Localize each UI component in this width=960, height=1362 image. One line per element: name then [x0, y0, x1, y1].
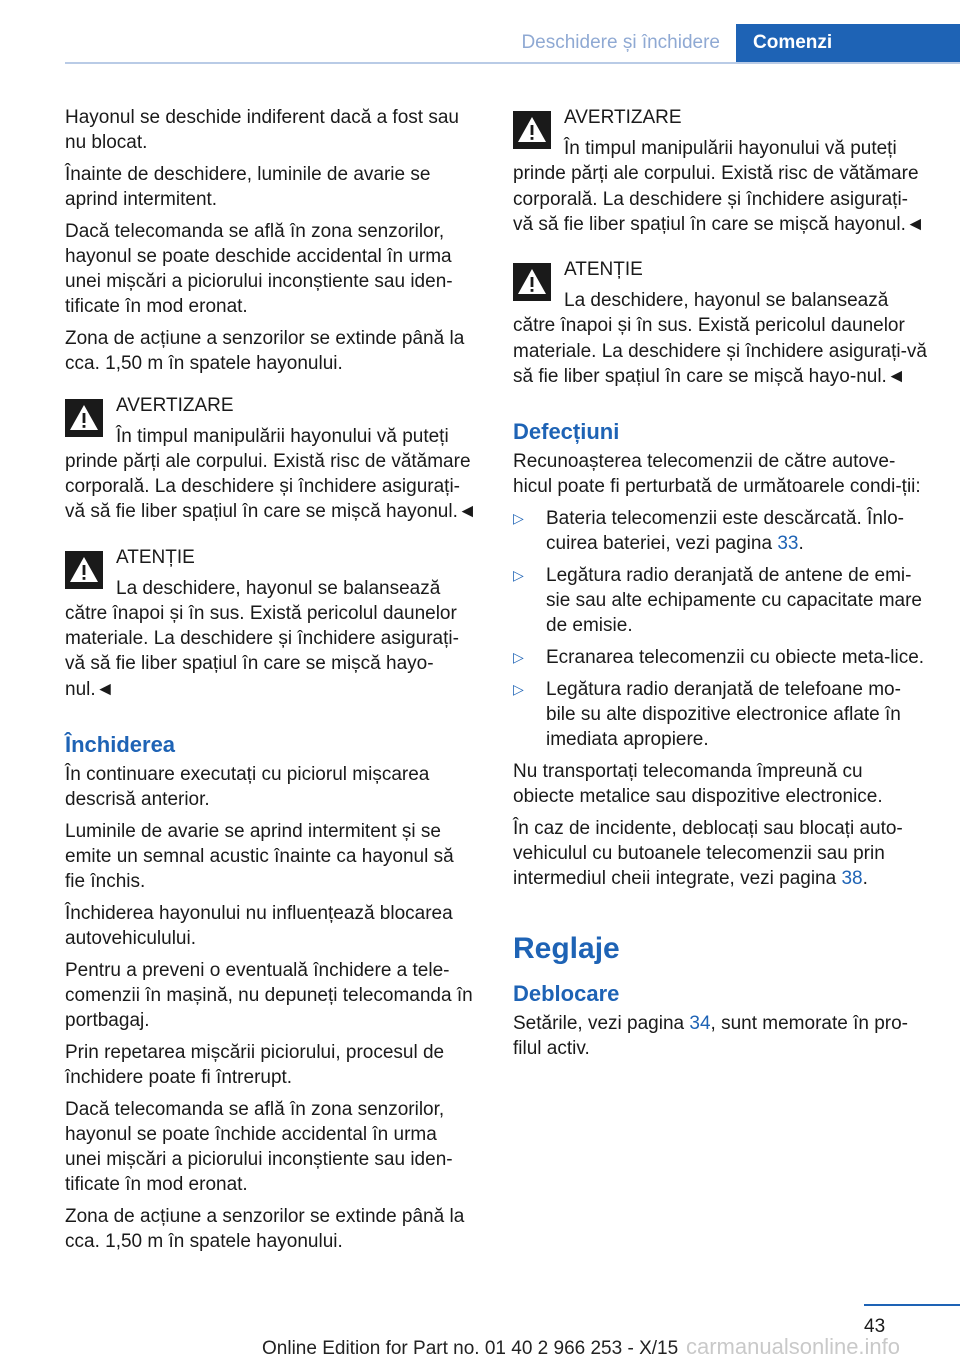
- bullet-triangle-icon: ▷: [513, 648, 524, 665]
- page-link[interactable]: 33: [777, 533, 799, 555]
- caution-block: [513, 257, 928, 389]
- page-link[interactable]: 38: [841, 868, 863, 890]
- caution-title: ATENȚIE: [564, 259, 643, 281]
- warning-title: AVERTIZARE: [564, 107, 682, 128]
- paragraph: [513, 816, 928, 892]
- warning-text: În timpul manipulării hayonului vă puteți prinde părți ale corpului. Există risc de vătămare corporală. La deschidere și închidere asigurați-vă să fie liber spațiul în care se mișcă hayonul.◄: [513, 138, 925, 235]
- paragraph: Închiderea hayonului nu influențează blocarea autovehiculului.: [65, 902, 453, 949]
- warning-block: [513, 105, 928, 237]
- header-rule: [65, 62, 960, 64]
- paragraph: Pentru a preveni o eventuală închidere a tele‐comenzii în mașină, nu depuneți telecomanda în portbagaj.: [65, 959, 473, 1032]
- footer-rule: [864, 1304, 960, 1306]
- paragraph: Zona de acțiune a senzorilor se extinde până la cca. 1,50 m în spatele hayonului.: [65, 1206, 465, 1253]
- paragraph: Dacă telecomanda se află în zona senzorilor, hayonul se poate închide accidental în urma unei mișcări a piciorului inconștiente sau iden‐tificate în mod eronat.: [65, 1098, 453, 1196]
- list-item: [513, 563, 928, 639]
- list-item-text: Ecranarea telecomenzii cu obiecte meta‐lice.: [546, 646, 925, 668]
- edition-note: Online Edition for Part no. 01 40 2 966 253 - X/15: [262, 1338, 679, 1359]
- caution-title: ATENȚIE: [116, 546, 195, 568]
- paragraph: Dacă telecomanda se află în zona senzorilor, hayonul se poate deschide accidental în urma unei mișcări a piciorului inconștiente sau iden‐tificate în mod eronat.: [65, 220, 453, 318]
- list-item-text: .: [798, 533, 804, 555]
- list-item-text: Legătura radio deranjată de telefoane mo‐bile su alte dispozitive electronice aflate în imediata apropiere.: [546, 678, 901, 751]
- paragraph-text: Setările, vezi pagina: [513, 1013, 690, 1035]
- bullet-triangle-icon: ▷: [513, 566, 524, 583]
- paragraph-text: În caz de incidente, deblocați sau blocați auto‐vehiculul cu butoanele telecomenzii sau prin intermediul cheii integrate, vezi pagina: [513, 817, 903, 890]
- warning-triangle-icon: [513, 111, 551, 149]
- page-link[interactable]: 34: [689, 1013, 711, 1035]
- caution-text: La deschidere, hayonul se balansează către înapoi și în sus. Există pericolul daunelor materiale. La deschidere și închidere asigurați-vă să fie liber spațiul în care se mișcă hayo‐nul.◄: [65, 577, 459, 700]
- paragraph: Prin repetarea mișcării piciorului, procesul de închidere poate fi întrerupt.: [65, 1041, 445, 1088]
- list-item-text: Bateria telecomenzii este descărcată. Înlo‐cuirea bateriei, vezi pagina: [546, 507, 905, 555]
- paragraph: Luminile de avarie se aprind intermitent și se emite un semnal acustic înainte ca hayonul să fie închis.: [65, 820, 454, 893]
- list-item: [513, 677, 928, 753]
- warning-text: În timpul manipulării hayonului vă puteți prinde părți ale corpului. Există risc de vătămare corporală. La deschidere și închidere asigurați-vă să fie liber spațiul în care se mișcă hayonul.◄: [65, 425, 477, 523]
- warning-triangle-icon: [65, 551, 103, 589]
- watermark: carmanualsonline.info: [686, 1334, 901, 1359]
- running-header-section: Deschidere și închidere: [521, 32, 720, 53]
- warning-triangle-icon: [513, 263, 551, 301]
- warning-title: AVERTIZARE: [116, 394, 234, 416]
- section-heading-faults: Defecțiuni: [513, 419, 620, 445]
- paragraph: Hayonul se deschide indiferent dacă a fost sau nu blocat.: [65, 107, 459, 154]
- paragraph-text: , sunt memorate în pro‐filul activ.: [513, 1013, 908, 1060]
- paragraph: Înainte de deschidere, luminile de avarie se aprind intermitent.: [65, 163, 431, 211]
- list-item: [513, 645, 928, 670]
- paragraph: Recunoașterea telecomenzii de către autove‐hicul poate fi perturbată de următoarele condi‐ții:: [513, 451, 921, 498]
- bullet-triangle-icon: ▷: [513, 509, 524, 526]
- chapter-heading-settings: Reglaje: [513, 932, 620, 966]
- paragraph-text: .: [862, 868, 868, 890]
- paragraph: Zona de acțiune a senzorilor se extinde până la cca. 1,50 m în spatele hayonului.: [65, 328, 465, 375]
- warning-triangle-icon: [65, 399, 103, 437]
- right-column: [513, 105, 928, 1068]
- fault-causes-list: [513, 506, 928, 752]
- section-heading-unlocking: Deblocare: [513, 981, 620, 1007]
- warning-block: [65, 393, 477, 525]
- list-item: [513, 506, 928, 556]
- caution-block: [65, 545, 477, 702]
- caution-text: La deschidere, hayonul se balansează către înapoi și în sus. Există pericolul daunelor materiale. La deschidere și închidere asigurați-vă să fie liber spațiul în care se mișcă hayo‐nul.◄: [513, 290, 927, 387]
- paragraph: În continuare executați cu piciorul mișcarea descrisă anterior.: [65, 763, 430, 810]
- section-heading-closing: Închiderea: [65, 731, 176, 757]
- running-header-chapter-tab: Comenzi: [736, 24, 960, 62]
- bullet-triangle-icon: ▷: [513, 680, 524, 697]
- paragraph: Nu transportați telecomanda împreună cu obiecte metalice sau dispozitive electronice.: [513, 760, 883, 807]
- paragraph: [513, 1011, 928, 1061]
- page-number: 43: [864, 1316, 886, 1337]
- left-column: [65, 105, 477, 1261]
- list-item-text: Legătura radio deranjată de antene de emi‐sie sau alte echipamente cu capacitate mare de emisie.: [546, 564, 922, 637]
